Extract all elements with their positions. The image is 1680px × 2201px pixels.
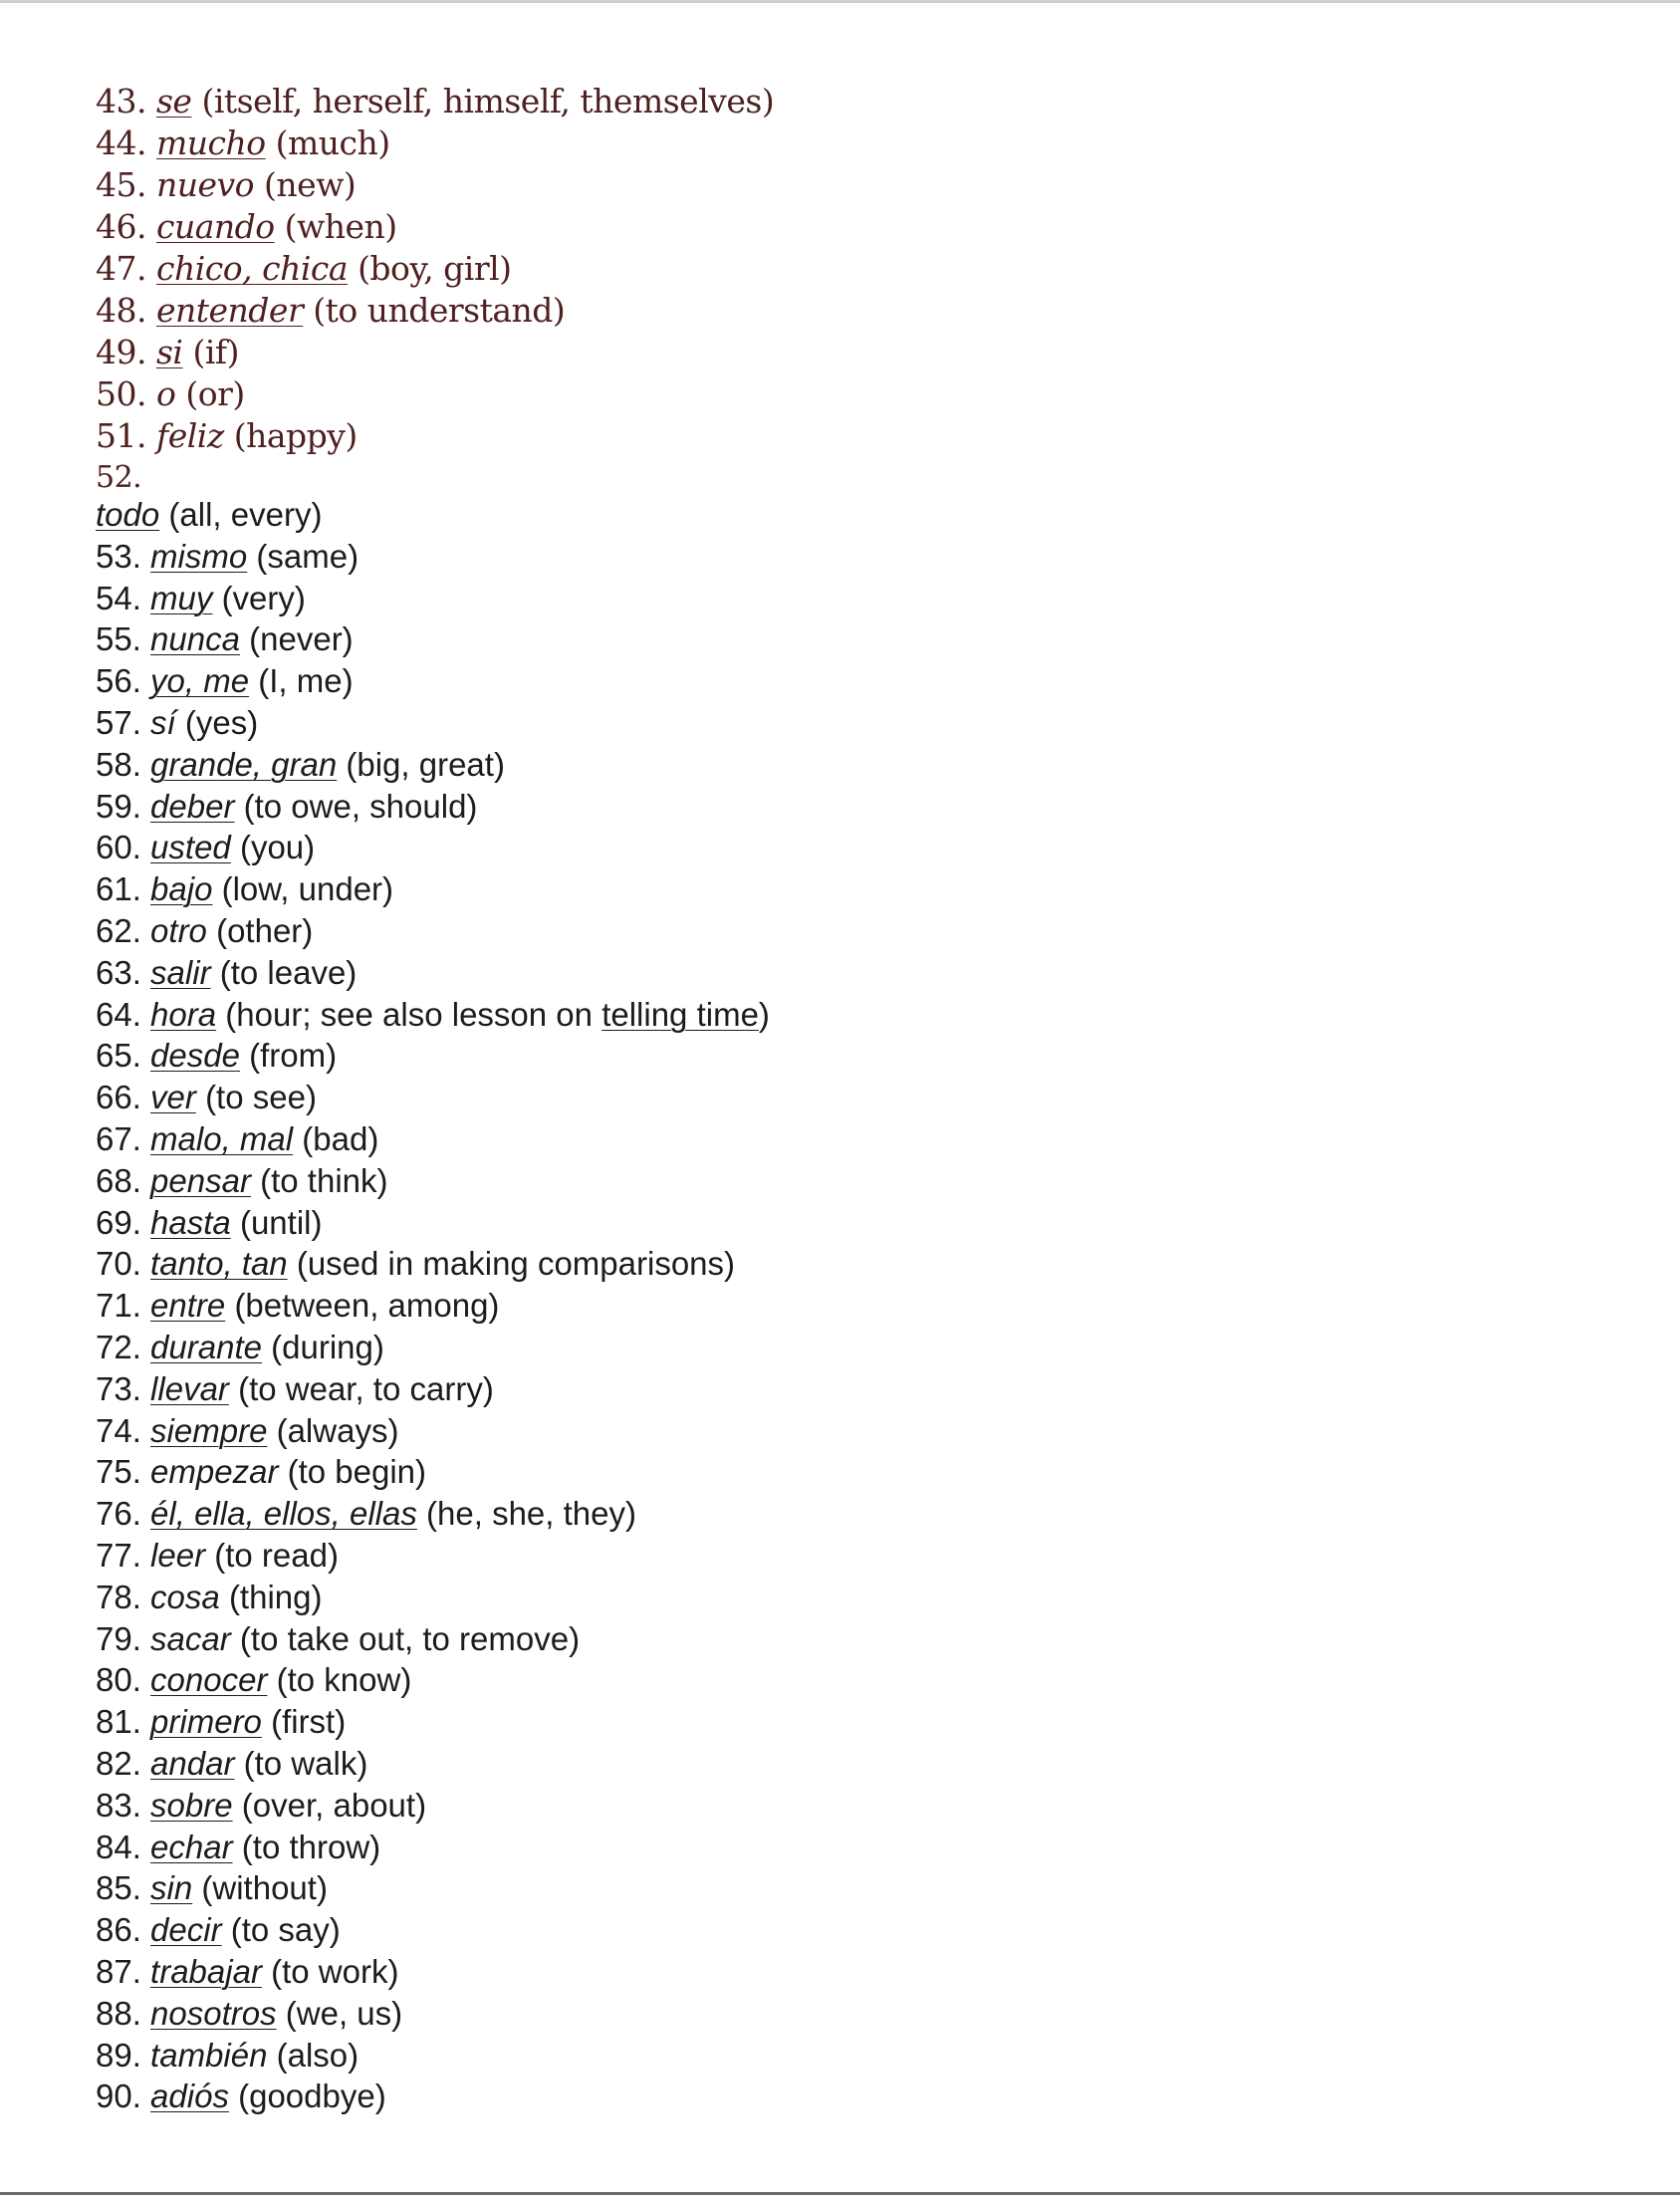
vocab-item (96, 1078, 317, 1119)
vocab-item (96, 1536, 339, 1578)
item-number: 53. (96, 537, 141, 575)
spanish-term: grande, gran (150, 745, 338, 783)
vocab-item (96, 2036, 359, 2078)
spanish-term: también (150, 2036, 268, 2074)
english-gloss: (over, about) (241, 1786, 427, 1824)
vocab-item (96, 787, 477, 829)
page-top-edge (0, 0, 1680, 3)
vocab-item (96, 1161, 388, 1203)
vocab-item (96, 1994, 402, 2036)
english-gloss: (never) (249, 620, 354, 658)
item-number: 76. (96, 1495, 141, 1533)
spanish-term: nuevo (155, 165, 255, 204)
vocab-item (96, 1452, 426, 1494)
vocab-item (96, 1328, 384, 1369)
item-number: 56. (96, 662, 141, 700)
vocab-item (96, 1786, 426, 1828)
spanish-term: él, ella, ellos, ellas (150, 1495, 417, 1533)
item-number: 51. (96, 416, 146, 455)
vocab-item (96, 619, 354, 661)
spanish-term: desde (150, 1037, 240, 1075)
english-gloss: (to leave) (219, 953, 358, 991)
vocab-item (96, 745, 505, 787)
item-number: 89. (96, 2036, 141, 2074)
english-gloss: (boy, girl) (358, 249, 512, 288)
vocab-item (96, 416, 358, 458)
english-gloss: (you) (239, 829, 316, 866)
english-gloss: (thing) (228, 1578, 323, 1615)
item-number: 67. (96, 1120, 141, 1157)
spanish-term: otro (150, 912, 207, 949)
spanish-term: si (155, 333, 183, 371)
english-gloss: (until) (239, 1203, 323, 1241)
item-number: 48. (96, 291, 146, 330)
item-number: 63. (96, 953, 141, 991)
item-number: 50. (96, 374, 146, 413)
spanish-term: hora (150, 995, 217, 1033)
vocab-item (96, 1660, 411, 1702)
item-number: 64. (96, 995, 141, 1033)
spanish-term: leer (150, 1537, 206, 1574)
english-gloss: (to walk) (243, 1745, 368, 1782)
vocab-item (96, 207, 397, 249)
english-gloss: (from) (249, 1037, 338, 1075)
english-gloss: (if) (192, 333, 240, 371)
vocab-item (96, 1578, 322, 1619)
item-number: 74. (96, 1411, 141, 1449)
english-gloss: (used in making comparisons) (296, 1245, 736, 1283)
spanish-term: entender (155, 291, 304, 330)
item-number: 55. (96, 620, 141, 658)
spanish-term: siempre (150, 1411, 268, 1449)
vocab-item (96, 1411, 398, 1453)
item-number: 82. (96, 1745, 141, 1782)
english-gloss: (to say) (230, 1911, 341, 1949)
spanish-term: chico, chica (155, 249, 349, 288)
item-number: 81. (96, 1703, 141, 1741)
item-number: 78. (96, 1578, 141, 1615)
item-number: 72. (96, 1329, 141, 1365)
spanish-term: muy (150, 579, 213, 616)
spanish-term: tanto, tan (150, 1245, 288, 1283)
english-gloss: (he, she, they) (426, 1495, 636, 1533)
english-gloss: (to begin) (287, 1453, 427, 1491)
spanish-term: cuando (155, 207, 275, 246)
english-gloss: (to know) (276, 1661, 412, 1699)
item-number: 44. (96, 123, 146, 162)
vocab-item (96, 123, 390, 165)
spanish-term: andar (150, 1745, 235, 1782)
item-number: 85. (96, 1869, 141, 1907)
item-number: 71. (96, 1287, 141, 1325)
english-gloss: (low, under) (221, 870, 394, 908)
gloss-close-paren: ) (758, 995, 770, 1033)
item-number: 45. (96, 165, 146, 204)
vocab-item (96, 82, 774, 123)
english-gloss: (to wear, to carry) (238, 1369, 494, 1407)
item-number: 57. (96, 704, 141, 741)
spanish-term: malo, mal (150, 1120, 294, 1157)
item-number: 80. (96, 1661, 141, 1699)
item-number: 87. (96, 1953, 141, 1990)
spanish-term: primero (150, 1703, 262, 1741)
english-gloss: (other) (216, 912, 314, 949)
spanish-term: nunca (150, 620, 240, 658)
vocab-item (96, 495, 322, 537)
spanish-term: conocer (150, 1661, 268, 1699)
english-gloss: (first) (271, 1703, 347, 1741)
english-gloss: (when) (284, 207, 397, 246)
vocab-item (96, 1119, 378, 1161)
spanish-term: sobre (150, 1786, 233, 1824)
english-gloss: (to read) (214, 1537, 339, 1574)
item-number: 69. (96, 1203, 141, 1241)
spanish-term: ver (150, 1079, 196, 1116)
vocab-item (96, 579, 306, 620)
english-gloss: (or) (185, 374, 245, 413)
spanish-term: echar (150, 1828, 233, 1865)
spanish-term: sin (150, 1869, 193, 1907)
spanish-term: hasta (150, 1203, 231, 1241)
english-gloss: (without) (201, 1869, 328, 1907)
spanish-term: yo, me (150, 662, 250, 700)
item-number: 54. (96, 579, 141, 616)
spanish-term: deber (150, 787, 235, 825)
vocab-item (96, 1828, 380, 1869)
vocab-item (96, 869, 393, 911)
english-gloss: (goodbye) (238, 2078, 386, 2115)
english-gloss: (during) (271, 1329, 384, 1365)
vocab-item (96, 1910, 341, 1952)
spanish-term: cosa (150, 1578, 220, 1615)
vocab-item (96, 1702, 346, 1744)
item-number: 70. (96, 1245, 141, 1283)
english-gloss: (to take out, to remove) (239, 1619, 581, 1657)
item-number: 90. (96, 2078, 141, 2115)
vocab-item (96, 1203, 322, 1245)
item-number: 60. (96, 829, 141, 866)
item-number: 68. (96, 1161, 141, 1199)
spanish-term: usted (150, 829, 231, 866)
spanish-term: trabajar (150, 1953, 262, 1990)
vocab-item (96, 1494, 636, 1536)
item-number: 65. (96, 1037, 141, 1075)
english-gloss: (much) (275, 123, 390, 162)
spanish-term: empezar (150, 1453, 279, 1491)
vocab-item (96, 537, 359, 579)
english-gloss: (happy) (233, 416, 358, 455)
item-number: 52. (96, 460, 142, 495)
english-gloss: (to throw) (241, 1828, 381, 1865)
item-number: 61. (96, 870, 141, 908)
english-gloss: (big, great) (346, 745, 505, 783)
vocab-item (96, 165, 356, 207)
vocab-item (96, 995, 770, 1037)
spanish-term: mucho (155, 123, 266, 162)
spanish-term: decir (150, 1911, 222, 1949)
item-number: 62. (96, 912, 141, 949)
english-gloss: (also) (276, 2036, 360, 2074)
english-gloss: (all, every) (168, 496, 323, 533)
vocab-item (96, 1286, 499, 1328)
spanish-term: mismo (150, 537, 248, 575)
item-number: 46. (96, 207, 146, 246)
spanish-term: sí (150, 704, 176, 741)
spanish-term: bajo (150, 870, 213, 908)
item-number: 86. (96, 1911, 141, 1949)
vocab-item (96, 1744, 367, 1786)
item-number: 84. (96, 1828, 141, 1865)
english-gloss: (between, among) (234, 1287, 500, 1325)
english-gloss: (same) (256, 537, 360, 575)
spanish-term: salir (150, 953, 211, 991)
spanish-term: entre (150, 1287, 226, 1325)
item-number: 58. (96, 745, 141, 783)
vocab-item (96, 1244, 735, 1286)
item-number: 49. (96, 333, 146, 371)
spanish-term: sacar (150, 1619, 231, 1657)
english-gloss: (yes) (184, 704, 259, 741)
vocab-item (96, 1036, 337, 1078)
spanish-term: durante (150, 1329, 262, 1365)
english-gloss: (to work) (271, 1953, 399, 1990)
spanish-term: pensar (150, 1161, 251, 1199)
item-number: 47. (96, 249, 146, 288)
english-gloss: (new) (264, 165, 357, 204)
item-number: 66. (96, 1079, 141, 1116)
english-gloss: (hour; see also lesson on (225, 995, 594, 1033)
spanish-term: se (155, 82, 192, 121)
vocab-item (96, 828, 315, 869)
english-gloss: (to see) (205, 1079, 317, 1116)
item-number: 79. (96, 1619, 141, 1657)
vocab-item (96, 374, 245, 416)
english-gloss: (bad) (302, 1120, 379, 1157)
english-gloss: (to think) (260, 1161, 388, 1199)
vocab-item (96, 1868, 328, 1910)
item-number: 77. (96, 1537, 141, 1574)
vocab-item (96, 249, 512, 291)
spanish-term: nosotros (150, 1994, 277, 2032)
english-gloss: (very) (221, 579, 306, 616)
english-gloss: (to owe, should) (243, 787, 478, 825)
page-bottom-edge (0, 2192, 1680, 2195)
item-number: 75. (96, 1453, 141, 1491)
item-number: 43. (96, 82, 146, 121)
item-number: 83. (96, 1786, 141, 1824)
item-number: 88. (96, 1994, 141, 2032)
vocab-item (96, 1369, 494, 1411)
spanish-term: feliz (155, 416, 224, 455)
vocab-item (96, 661, 354, 703)
english-gloss: (to understand) (313, 291, 566, 330)
vocab-item (96, 911, 313, 953)
english-gloss: (I, me) (258, 662, 354, 700)
vocab-item (96, 1619, 580, 1661)
vocab-item (96, 2077, 386, 2118)
english-gloss: (always) (276, 1411, 399, 1449)
spanish-term: todo (96, 496, 160, 533)
item-number: 73. (96, 1369, 141, 1407)
vocab-item (96, 1952, 398, 1994)
vocab-item (96, 333, 239, 374)
english-gloss: (we, us) (285, 1994, 403, 2032)
vocab-item (96, 291, 565, 333)
item-number: 59. (96, 787, 141, 825)
spanish-term: llevar (150, 1369, 229, 1407)
lesson-link-telling-time[interactable]: telling time (601, 995, 759, 1033)
english-gloss: (itself, herself, himself, themselves) (201, 82, 775, 121)
spanish-term: o (155, 374, 176, 413)
spanish-term: adiós (150, 2078, 229, 2115)
vocab-item (96, 703, 258, 745)
vocab-item (96, 953, 357, 995)
